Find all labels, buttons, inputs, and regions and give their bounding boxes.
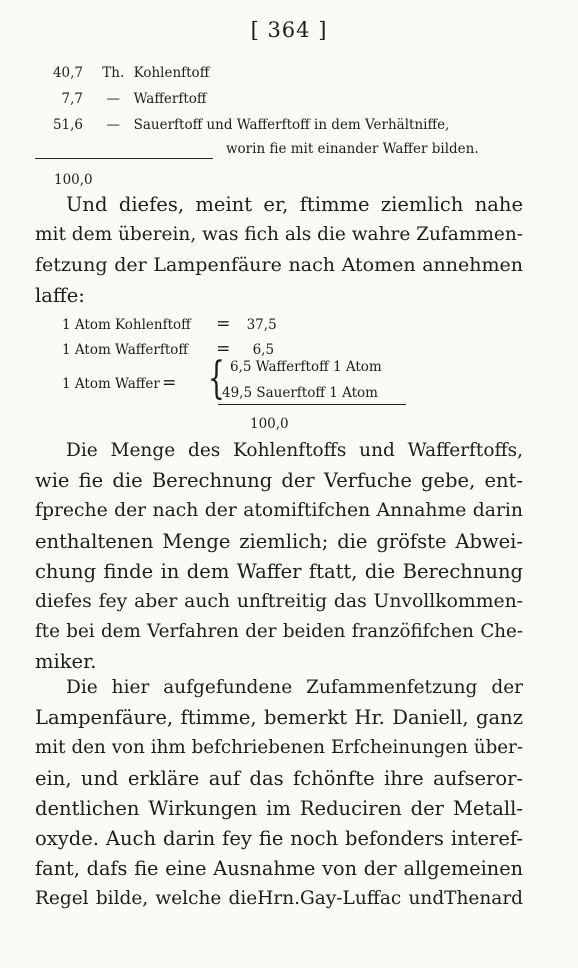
composition-value: 7,7 (61, 91, 83, 107)
paragraph (35, 673, 523, 915)
text-line: fetzung der Lampenfäure nach Atomen annehmen (35, 254, 523, 277)
composition-row (35, 91, 207, 107)
atom-label: 1 Atom Wafferftoff (62, 342, 188, 358)
composition-text: Sauerftoff und Wafferftoff in dem Verhältniffe, (133, 117, 450, 133)
composition-text-continued: worin fie mit einander Waffer bilden. (226, 141, 479, 157)
composition-dash: — (106, 91, 121, 107)
composition-value: 51,6 (52, 117, 83, 133)
sum-rule (35, 158, 213, 159)
paragraph (35, 190, 523, 311)
water-label: 1 Atom Waffer (62, 376, 160, 392)
equals-sign: = (216, 339, 231, 359)
text-line: fant, dafs fie eine Ausnahme von der allgemeinen (35, 857, 523, 881)
text-line: enthaltenen Menge ziemlich; die gröfste Abwei- (35, 529, 523, 553)
atom-value: 6,5 (252, 342, 275, 358)
composition-row (35, 117, 449, 133)
text-line: Die Menge des Kohlenftoffs und Wafferftoffs, (66, 440, 523, 461)
composition-row (35, 65, 209, 81)
text-line: diefes fey aber auch unftreitig das Unvollkommen- (35, 591, 523, 613)
text-line: chung finde in dem Waffer ftatt, die Berechnung (35, 559, 523, 583)
text-line: oxyde. Auch darin fey fie noch befonders interef- (35, 827, 523, 851)
text-line: ein, und erkläre auf das fchönfte ihre aufseror- (35, 766, 523, 790)
atom-label: 1 Atom Kohlenftoff (62, 317, 191, 333)
brace-icon: { (208, 353, 225, 404)
text-line: fpreche der nach der atomiftifchen Annahme darin (35, 500, 523, 522)
atom-total: 100,0 (250, 416, 289, 432)
composition-total: 100,0 (54, 172, 93, 188)
text-line: Die hier aufgefundene Zufammenfetzung der (66, 677, 523, 698)
composition-dash: Th. (102, 65, 125, 81)
composition-text: Kohlenftoff (133, 65, 210, 81)
water-part: 49,5 Sauerftoff 1 Atom (222, 385, 378, 401)
water-part: 6,5 Wafferftoff 1 Atom (230, 359, 382, 375)
text-line: wie fie die Berechnung der Verfuche gebe, ent- (35, 469, 523, 493)
text-line: dentlichen Wirkungen im Reduciren der Metall- (35, 796, 523, 820)
composition-dash: — (106, 117, 121, 133)
composition-value: 40,7 (52, 65, 83, 81)
text-line: fte bei dem Verfahren der beiden franzöfifchen Che- (35, 621, 523, 643)
text-line: laffe: (35, 283, 85, 307)
sum-rule (218, 404, 406, 405)
text-line: Lampenfäure, ftimme, bemerkt Hr. Daniell, ganz (35, 706, 523, 730)
text-line: Und diefes, meint er, ftimme ziemlich nahe (66, 193, 523, 216)
water-row (62, 373, 180, 393)
text-line: miker. (35, 650, 97, 674)
text-line: mit den von ihm befchriebenen Erfcheinungen über- (35, 737, 523, 759)
atom-row (62, 314, 277, 334)
text-line: mit dem überein, was fich als die wahre Zufammen- (35, 224, 524, 246)
equals-sign: = (162, 373, 177, 393)
composition-text: Wafferftoff (133, 91, 207, 107)
page-number: [ 364 ] (250, 18, 328, 42)
atom-value: 37,5 (246, 317, 277, 333)
text-line: Regel bilde, welche dieHrn.Gay-Luffac undThenard (35, 888, 523, 910)
paragraph (35, 436, 523, 678)
equals-sign: = (216, 314, 231, 334)
atom-row (62, 339, 274, 359)
